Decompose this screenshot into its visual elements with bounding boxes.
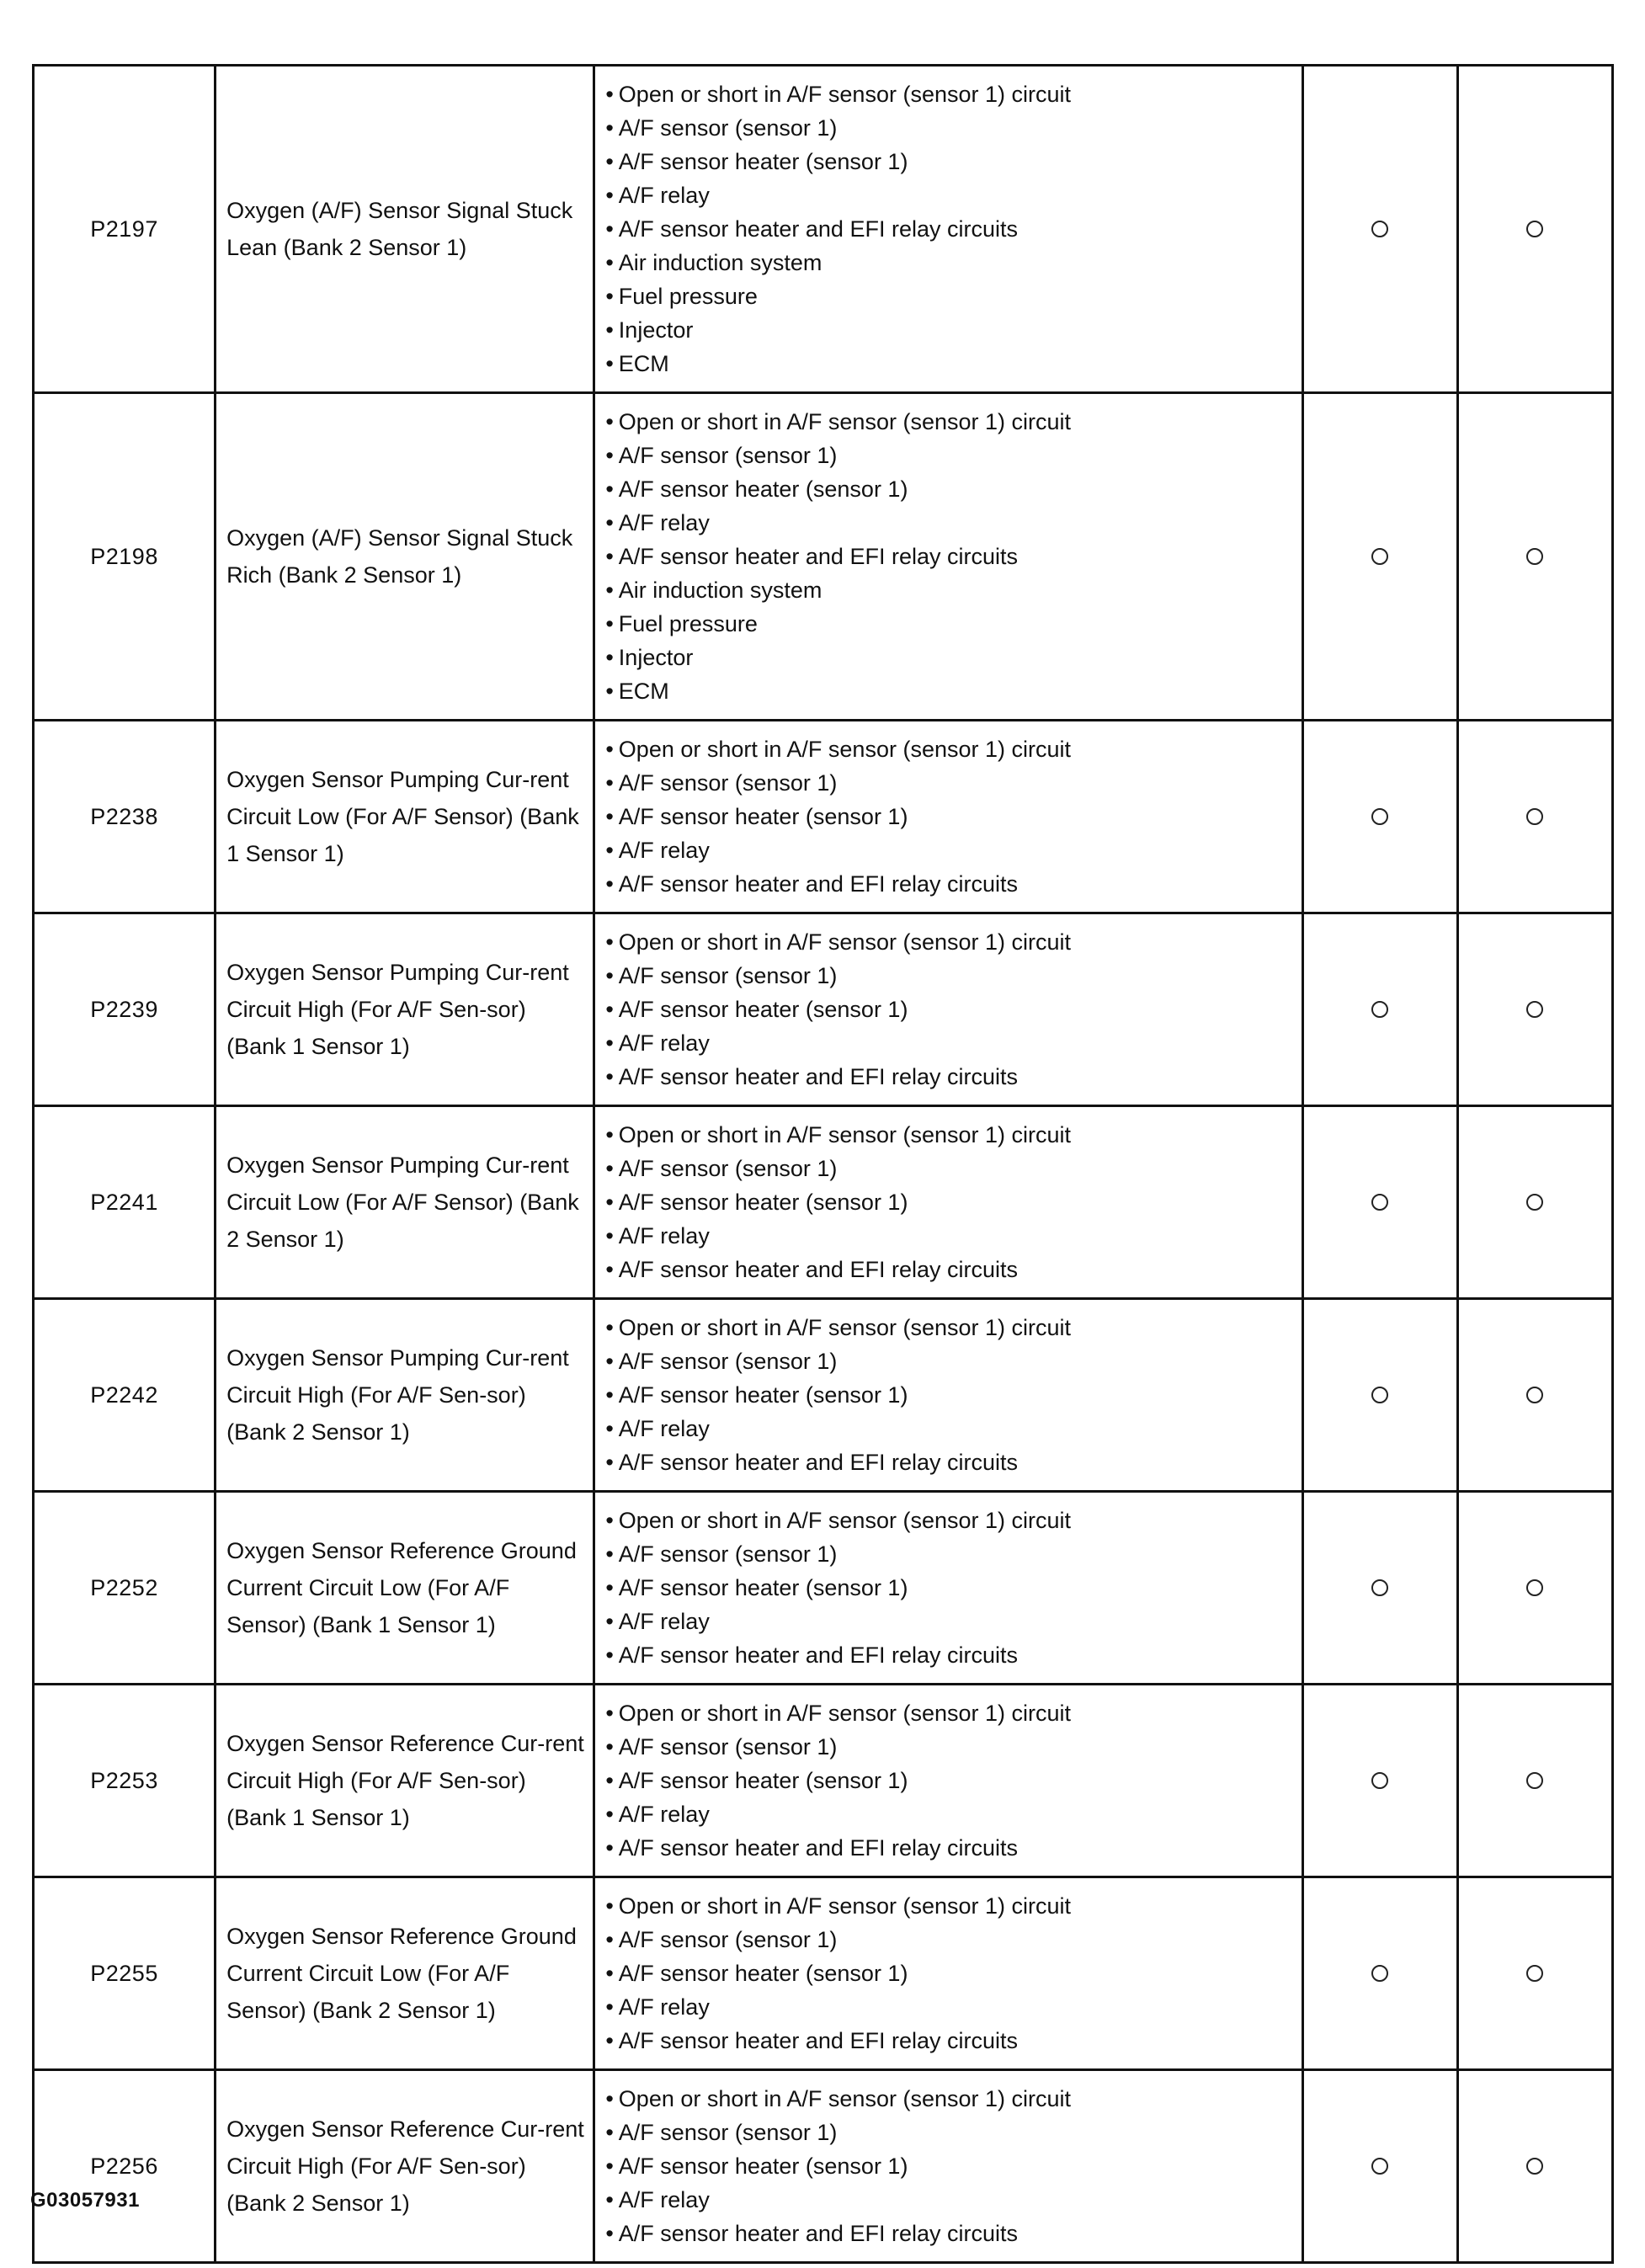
trouble-area-list bbox=[605, 732, 1292, 901]
trouble-area-cell bbox=[594, 913, 1302, 1106]
mil-cell bbox=[1302, 393, 1457, 721]
trouble-area-list bbox=[605, 1311, 1292, 1479]
trouble-area-item: • A/F sensor heater and EFI relay circuits bbox=[605, 2217, 1292, 2250]
memory-cell bbox=[1457, 393, 1612, 721]
dtc-table-body bbox=[34, 66, 1613, 2263]
trouble-area-item: • A/F relay bbox=[605, 506, 1292, 540]
mil-circle-icon bbox=[1371, 548, 1388, 565]
memory-circle-icon bbox=[1526, 2158, 1543, 2175]
trouble-area-cell bbox=[594, 2070, 1302, 2263]
trouble-area-item: • A/F sensor heater (sensor 1) bbox=[605, 472, 1292, 506]
table-row bbox=[34, 66, 1613, 393]
trouble-area-item: • A/F sensor heater (sensor 1) bbox=[605, 2149, 1292, 2183]
detection-item: Oxygen Sensor Pumping Cur-rent Circuit High (For A/F Sen-sor) (Bank 1 Sensor 1) bbox=[216, 913, 594, 1106]
memory-cell bbox=[1457, 1877, 1612, 2070]
mil-circle-icon bbox=[1371, 1965, 1388, 1982]
memory-cell bbox=[1457, 913, 1612, 1106]
dtc-code: P2198 bbox=[34, 393, 216, 721]
dtc-code: P2239 bbox=[34, 913, 216, 1106]
mil-cell bbox=[1302, 1299, 1457, 1492]
mil-cell bbox=[1302, 721, 1457, 913]
trouble-area-item: • A/F sensor heater (sensor 1) bbox=[605, 800, 1292, 833]
table-row bbox=[34, 913, 1613, 1106]
detection-item: Oxygen (A/F) Sensor Signal Stuck Lean (Bank 2 Sensor 1) bbox=[216, 66, 594, 393]
trouble-area-cell bbox=[594, 393, 1302, 721]
table-row bbox=[34, 721, 1613, 913]
trouble-area-item: • Open or short in A/F sensor (sensor 1) circuit bbox=[605, 1889, 1292, 1923]
trouble-area-cell bbox=[594, 1106, 1302, 1299]
mil-cell bbox=[1302, 913, 1457, 1106]
memory-cell bbox=[1457, 1492, 1612, 1685]
trouble-area-item: • Injector bbox=[605, 641, 1292, 674]
trouble-area-item: • A/F sensor (sensor 1) bbox=[605, 2116, 1292, 2149]
trouble-area-item: • A/F sensor (sensor 1) bbox=[605, 1537, 1292, 1571]
trouble-area-item: • A/F sensor heater (sensor 1) bbox=[605, 1957, 1292, 1990]
trouble-area-item: • Open or short in A/F sensor (sensor 1) circuit bbox=[605, 2082, 1292, 2116]
table-row bbox=[34, 2070, 1613, 2263]
dtc-code: P2238 bbox=[34, 721, 216, 913]
trouble-area-cell bbox=[594, 1299, 1302, 1492]
dtc-table bbox=[32, 64, 1614, 2264]
dtc-code: P2256 bbox=[34, 2070, 216, 2263]
trouble-area-cell bbox=[594, 66, 1302, 393]
table-row bbox=[34, 393, 1613, 721]
trouble-area-list bbox=[605, 405, 1292, 708]
trouble-area-item: • A/F relay bbox=[605, 1026, 1292, 1060]
memory-circle-icon bbox=[1526, 1194, 1543, 1211]
memory-cell bbox=[1457, 1299, 1612, 1492]
memory-circle-icon bbox=[1526, 1772, 1543, 1789]
trouble-area-list bbox=[605, 1504, 1292, 1672]
trouble-area-item: • Open or short in A/F sensor (sensor 1) circuit bbox=[605, 1118, 1292, 1152]
trouble-area-item: • A/F relay bbox=[605, 1219, 1292, 1253]
memory-circle-icon bbox=[1526, 808, 1543, 825]
trouble-area-item: • ECM bbox=[605, 674, 1292, 708]
trouble-area-item: • A/F sensor (sensor 1) bbox=[605, 1730, 1292, 1764]
trouble-area-item: • A/F relay bbox=[605, 1412, 1292, 1445]
trouble-area-item: • A/F sensor heater and EFI relay circuits bbox=[605, 1060, 1292, 1094]
dtc-code: P2242 bbox=[34, 1299, 216, 1492]
mil-cell bbox=[1302, 2070, 1457, 2263]
detection-item: Oxygen Sensor Pumping Cur-rent Circuit Low (For A/F Sensor) (Bank 1 Sensor 1) bbox=[216, 721, 594, 913]
trouble-area-item: • A/F sensor heater and EFI relay circuits bbox=[605, 867, 1292, 901]
trouble-area-item: • A/F sensor heater (sensor 1) bbox=[605, 145, 1292, 178]
trouble-area-item: • A/F sensor heater and EFI relay circuits bbox=[605, 212, 1292, 246]
trouble-area-item: • A/F sensor heater and EFI relay circuits bbox=[605, 2024, 1292, 2058]
trouble-area-list bbox=[605, 1889, 1292, 2058]
mil-cell bbox=[1302, 1492, 1457, 1685]
table-row bbox=[34, 1685, 1613, 1877]
trouble-area-item: • A/F sensor heater and EFI relay circuits bbox=[605, 1831, 1292, 1865]
trouble-area-item: • A/F relay bbox=[605, 178, 1292, 212]
memory-circle-icon bbox=[1526, 221, 1543, 237]
mil-circle-icon bbox=[1371, 1579, 1388, 1596]
memory-circle-icon bbox=[1526, 1579, 1543, 1596]
trouble-area-item: • A/F sensor (sensor 1) bbox=[605, 439, 1292, 472]
mil-circle-icon bbox=[1371, 1387, 1388, 1403]
mil-circle-icon bbox=[1371, 2158, 1388, 2175]
trouble-area-item: • A/F sensor (sensor 1) bbox=[605, 766, 1292, 800]
trouble-area-item: • Open or short in A/F sensor (sensor 1) circuit bbox=[605, 77, 1292, 111]
trouble-area-cell bbox=[594, 721, 1302, 913]
table-row bbox=[34, 1492, 1613, 1685]
trouble-area-item: • A/F sensor heater (sensor 1) bbox=[605, 993, 1292, 1026]
mil-circle-icon bbox=[1371, 1001, 1388, 1018]
detection-item: Oxygen Sensor Reference Cur-rent Circuit High (For A/F Sen-sor) (Bank 2 Sensor 1) bbox=[216, 2070, 594, 2263]
trouble-area-cell bbox=[594, 1877, 1302, 2070]
trouble-area-item: • A/F relay bbox=[605, 1990, 1292, 2024]
memory-circle-icon bbox=[1526, 1387, 1543, 1403]
trouble-area-item: • A/F relay bbox=[605, 1797, 1292, 1831]
memory-cell bbox=[1457, 721, 1612, 913]
trouble-area-cell bbox=[594, 1685, 1302, 1877]
trouble-area-item: • Fuel pressure bbox=[605, 607, 1292, 641]
trouble-area-item: • Injector bbox=[605, 313, 1292, 347]
detection-item: Oxygen Sensor Reference Cur-rent Circuit High (For A/F Sen-sor) (Bank 1 Sensor 1) bbox=[216, 1685, 594, 1877]
mil-circle-icon bbox=[1371, 1194, 1388, 1211]
trouble-area-item: • A/F sensor heater and EFI relay circuits bbox=[605, 1253, 1292, 1286]
trouble-area-item: • Open or short in A/F sensor (sensor 1) circuit bbox=[605, 925, 1292, 959]
trouble-area-item: • A/F sensor (sensor 1) bbox=[605, 1344, 1292, 1378]
trouble-area-item: • Open or short in A/F sensor (sensor 1) circuit bbox=[605, 1311, 1292, 1344]
trouble-area-list bbox=[605, 2082, 1292, 2250]
trouble-area-item: • A/F sensor heater and EFI relay circuits bbox=[605, 1638, 1292, 1672]
trouble-area-item: • A/F relay bbox=[605, 833, 1292, 867]
table-row bbox=[34, 1299, 1613, 1492]
trouble-area-item: • A/F sensor heater and EFI relay circuits bbox=[605, 540, 1292, 573]
mil-circle-icon bbox=[1371, 221, 1388, 237]
memory-cell bbox=[1457, 1106, 1612, 1299]
detection-item: Oxygen Sensor Reference Ground Current Circuit Low (For A/F Sensor) (Bank 1 Sensor 1) bbox=[216, 1492, 594, 1685]
trouble-area-item: • Air induction system bbox=[605, 573, 1292, 607]
table-row bbox=[34, 1106, 1613, 1299]
trouble-area-item: • A/F sensor heater (sensor 1) bbox=[605, 1185, 1292, 1219]
memory-circle-icon bbox=[1526, 1965, 1543, 1982]
trouble-area-item: • A/F sensor (sensor 1) bbox=[605, 111, 1292, 145]
trouble-area-cell bbox=[594, 1492, 1302, 1685]
mil-cell bbox=[1302, 1106, 1457, 1299]
memory-circle-icon bbox=[1526, 1001, 1543, 1018]
mil-cell bbox=[1302, 66, 1457, 393]
dtc-code: P2253 bbox=[34, 1685, 216, 1877]
dtc-code: P2252 bbox=[34, 1492, 216, 1685]
trouble-area-item: • A/F sensor (sensor 1) bbox=[605, 1152, 1292, 1185]
detection-item: Oxygen Sensor Pumping Cur-rent Circuit Low (For A/F Sensor) (Bank 2 Sensor 1) bbox=[216, 1106, 594, 1299]
trouble-area-item: • A/F sensor heater and EFI relay circuits bbox=[605, 1445, 1292, 1479]
trouble-area-item: • A/F sensor heater (sensor 1) bbox=[605, 1764, 1292, 1797]
trouble-area-item: • Open or short in A/F sensor (sensor 1) circuit bbox=[605, 732, 1292, 766]
trouble-area-item: • A/F sensor heater (sensor 1) bbox=[605, 1378, 1292, 1412]
figure-id: G03057931 bbox=[30, 2189, 140, 2212]
trouble-area-item: • A/F sensor (sensor 1) bbox=[605, 959, 1292, 993]
trouble-area-item: • A/F relay bbox=[605, 1605, 1292, 1638]
trouble-area-item: • Open or short in A/F sensor (sensor 1) circuit bbox=[605, 1504, 1292, 1537]
trouble-area-item: • ECM bbox=[605, 347, 1292, 381]
trouble-area-list bbox=[605, 1696, 1292, 1865]
trouble-area-list bbox=[605, 1118, 1292, 1286]
detection-item: Oxygen Sensor Pumping Cur-rent Circuit High (For A/F Sen-sor) (Bank 2 Sensor 1) bbox=[216, 1299, 594, 1492]
mil-circle-icon bbox=[1371, 808, 1388, 825]
memory-cell bbox=[1457, 1685, 1612, 1877]
trouble-area-item: • Fuel pressure bbox=[605, 280, 1292, 313]
trouble-area-item: • A/F sensor heater (sensor 1) bbox=[605, 1571, 1292, 1605]
dtc-code: P2197 bbox=[34, 66, 216, 393]
memory-circle-icon bbox=[1526, 548, 1543, 565]
trouble-area-item: • A/F sensor (sensor 1) bbox=[605, 1923, 1292, 1957]
detection-item: Oxygen Sensor Reference Ground Current Circuit Low (For A/F Sensor) (Bank 2 Sensor 1) bbox=[216, 1877, 594, 2070]
mil-circle-icon bbox=[1371, 1772, 1388, 1789]
memory-cell bbox=[1457, 2070, 1612, 2263]
trouble-area-item: • A/F relay bbox=[605, 2183, 1292, 2217]
trouble-area-list bbox=[605, 77, 1292, 381]
dtc-code: P2241 bbox=[34, 1106, 216, 1299]
trouble-area-item: • Air induction system bbox=[605, 246, 1292, 280]
memory-cell bbox=[1457, 66, 1612, 393]
table-row bbox=[34, 1877, 1613, 2070]
mil-cell bbox=[1302, 1685, 1457, 1877]
detection-item: Oxygen (A/F) Sensor Signal Stuck Rich (Bank 2 Sensor 1) bbox=[216, 393, 594, 721]
mil-cell bbox=[1302, 1877, 1457, 2070]
trouble-area-item: • Open or short in A/F sensor (sensor 1) circuit bbox=[605, 405, 1292, 439]
trouble-area-list bbox=[605, 925, 1292, 1094]
trouble-area-item: • Open or short in A/F sensor (sensor 1) circuit bbox=[605, 1696, 1292, 1730]
dtc-code: P2255 bbox=[34, 1877, 216, 2070]
